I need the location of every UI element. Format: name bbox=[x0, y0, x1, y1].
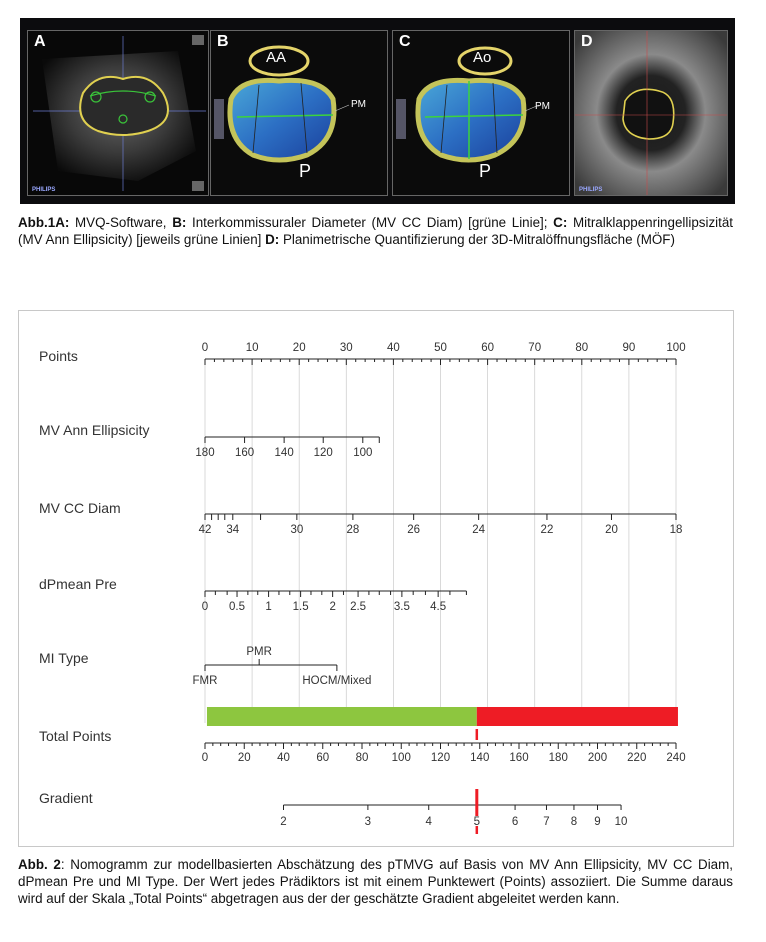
total-points-tick-label-100: 100 bbox=[391, 752, 411, 764]
row-label-mi-type: MI Type bbox=[39, 650, 89, 666]
mv-cc-diam-tick-label-6: 30 bbox=[290, 524, 304, 536]
Points-tick-label-40: 40 bbox=[387, 342, 400, 354]
Points-tick-label-70: 70 bbox=[528, 342, 542, 354]
panel-c-label: C bbox=[399, 33, 411, 50]
caption-1-d-text: Planimetrische Quantifizierung der 3D-Mitralöffnungsfläche (MÖF) bbox=[279, 232, 675, 247]
total-points-tick-label-220: 220 bbox=[627, 752, 647, 764]
caption-1-a-key: Abb.1A: bbox=[18, 215, 70, 230]
gradient-tick-label-9: 9 bbox=[594, 816, 601, 828]
Points-tick-label-0: 0 bbox=[201, 342, 209, 354]
caption-2-key: Abb. 2 bbox=[18, 857, 61, 872]
mv-ann-ellipsicity-tick-label-3: 120 bbox=[313, 447, 333, 459]
total-points-tick-label-60: 60 bbox=[316, 752, 330, 764]
row-label-dpmean-pre: dPmean Pre bbox=[39, 576, 117, 592]
dpmean-pre-tick-label-4: 2 bbox=[329, 601, 336, 613]
mv-cc-diam-tick-label-9: 24 bbox=[472, 524, 486, 536]
total-points-tick-label-200: 200 bbox=[587, 752, 608, 764]
panel-b-label: B bbox=[217, 33, 229, 50]
dpmean-pre-tick-label-7: 4.5 bbox=[430, 601, 447, 613]
panel-b-annulus-label: AA bbox=[266, 49, 287, 66]
panel-c bbox=[392, 30, 570, 196]
caption-1-a-text: MVQ-Software, bbox=[69, 215, 173, 230]
nomogram-frame bbox=[18, 310, 734, 847]
gradient-tick-label-3: 3 bbox=[364, 816, 372, 828]
panel-b-p-label: P bbox=[299, 161, 312, 181]
figure-1-caption bbox=[18, 214, 733, 248]
dpmean-pre-tick-label-5: 2.5 bbox=[350, 601, 367, 613]
mv-cc-diam-tick-label-8: 26 bbox=[407, 524, 421, 536]
panel-a-brand: PHILIPS bbox=[32, 187, 56, 193]
dpmean-pre-tick-label-6: 3.5 bbox=[393, 601, 410, 613]
mv-ann-ellipsicity-tick-label-4: 100 bbox=[353, 447, 373, 459]
figure-2-caption bbox=[18, 856, 733, 907]
Points-tick-label-20: 20 bbox=[292, 342, 306, 354]
gradient-tick-label-8: 8 bbox=[570, 816, 578, 828]
mv-cc-diam-tick-label-7: 28 bbox=[346, 524, 360, 536]
total-band-green bbox=[207, 707, 477, 726]
gradient-tick-label-5: 5 bbox=[473, 816, 481, 828]
gradient-tick-label-4: 4 bbox=[425, 816, 432, 828]
panel-a-image bbox=[28, 31, 208, 195]
dpmean-pre-tick-label-3: 1.5 bbox=[292, 601, 309, 613]
gradient-tick-label-6: 6 bbox=[511, 816, 519, 828]
mv-ann-ellipsicity-tick-label-0: 180 bbox=[195, 447, 215, 459]
panel-d-image bbox=[575, 31, 727, 195]
Points-tick-label-90: 90 bbox=[622, 342, 636, 354]
gradient-tick-label-10: 10 bbox=[614, 816, 628, 828]
total-band-red bbox=[477, 707, 678, 726]
Points-tick-label-100: 100 bbox=[666, 342, 686, 354]
mv-cc-diam-tick-label-12: 18 bbox=[669, 524, 683, 536]
panel-c-pm-label: PM bbox=[535, 101, 550, 112]
total-points-tick-label-140: 140 bbox=[470, 752, 490, 764]
panel-b bbox=[210, 30, 388, 196]
panel-b-pm-label: PM bbox=[351, 99, 366, 110]
mi-type-tick-label-0: FMR bbox=[192, 675, 218, 687]
Points-tick-label-50: 50 bbox=[434, 342, 447, 354]
row-label-Points: Points bbox=[39, 348, 78, 364]
panel-c-p-label: P bbox=[479, 161, 492, 181]
total-points-tick-label-0: 0 bbox=[201, 752, 209, 764]
panel-a bbox=[27, 30, 209, 196]
caption-1-c-key: C: bbox=[553, 215, 568, 230]
total-points-tick-label-20: 20 bbox=[237, 752, 251, 764]
row-label-gradient: Gradient bbox=[39, 790, 93, 806]
row-label-mv-cc-diam: MV CC Diam bbox=[39, 500, 121, 516]
gradient-tick-label-7: 7 bbox=[543, 816, 550, 828]
row-label-total-points: Total Points bbox=[39, 728, 112, 744]
figure-1-echo-panels bbox=[20, 18, 735, 204]
dpmean-pre-tick-label-2: 1 bbox=[265, 601, 272, 613]
Points-tick-label-10: 10 bbox=[245, 342, 259, 354]
row-label-mv-ann-ellipsicity: MV Ann Ellipsicity bbox=[39, 422, 150, 438]
nomogram-chart bbox=[19, 311, 733, 846]
Points-tick-label-80: 80 bbox=[575, 342, 589, 354]
caption-1-d-key: D: bbox=[265, 232, 280, 247]
mv-ann-ellipsicity-tick-label-1: 160 bbox=[234, 447, 255, 459]
caption-1-b-text: Interkommissuraler Diameter (MV CC Diam) [grüne Linie]; bbox=[186, 215, 554, 230]
panel-d bbox=[574, 30, 728, 196]
caption-1-b-key: B: bbox=[172, 215, 187, 230]
total-points-tick-label-40: 40 bbox=[277, 752, 290, 764]
panel-a-label: A bbox=[34, 33, 46, 50]
dpmean-pre-tick-label-0: 0 bbox=[201, 601, 209, 613]
total-points-tick-label-180: 180 bbox=[548, 752, 568, 764]
mv-cc-diam-tick-label-4: 34 bbox=[226, 524, 240, 536]
total-points-tick-label-120: 120 bbox=[430, 752, 451, 764]
mi-type-tick-label-1: PMR bbox=[246, 646, 272, 658]
total-points-tick-label-240: 240 bbox=[666, 752, 686, 764]
gradient-tick-label-2: 2 bbox=[280, 816, 287, 828]
Points-tick-label-60: 60 bbox=[481, 342, 494, 354]
mv-cc-diam-tick-label-11: 20 bbox=[605, 524, 618, 536]
total-points-tick-label-80: 80 bbox=[355, 752, 369, 764]
panel-d-label: D bbox=[581, 33, 593, 50]
panel-d-brand: PHILIPS bbox=[579, 187, 603, 193]
caption-2-text: : Nomogramm zur modellbasierten Abschätzung des pTMVG auf Basis von MV Ann Ellipsicity, MV CC Diam, dPmean Pre und MI Type. Der Wert jedes Prädiktors ist mit einem Punktewert (Points) assoziiert. Die Summe daraus wird auf der Skala „Total Points“ abgetragen aus der der geschätzte Gradient abgeleitet werden kann. bbox=[18, 857, 734, 906]
mv-cc-diam-tick-label-10: 22 bbox=[540, 524, 554, 536]
Points-tick-label-30: 30 bbox=[339, 342, 353, 354]
mi-type-tick-label-2: HOCM/Mixed bbox=[302, 675, 372, 687]
mv-cc-diam-tick-label-0: 42 bbox=[198, 524, 212, 536]
dpmean-pre-tick-label-1: 0.5 bbox=[229, 601, 246, 613]
mv-ann-ellipsicity-tick-label-2: 140 bbox=[274, 447, 294, 459]
total-points-tick-label-160: 160 bbox=[509, 752, 529, 764]
panel-c-annulus-label: Ao bbox=[473, 49, 492, 66]
caption-1-c-text: Mitralklappenringellipsizität (MV Ann Ellipsicity) [jeweils grüne Linien] bbox=[18, 215, 733, 247]
